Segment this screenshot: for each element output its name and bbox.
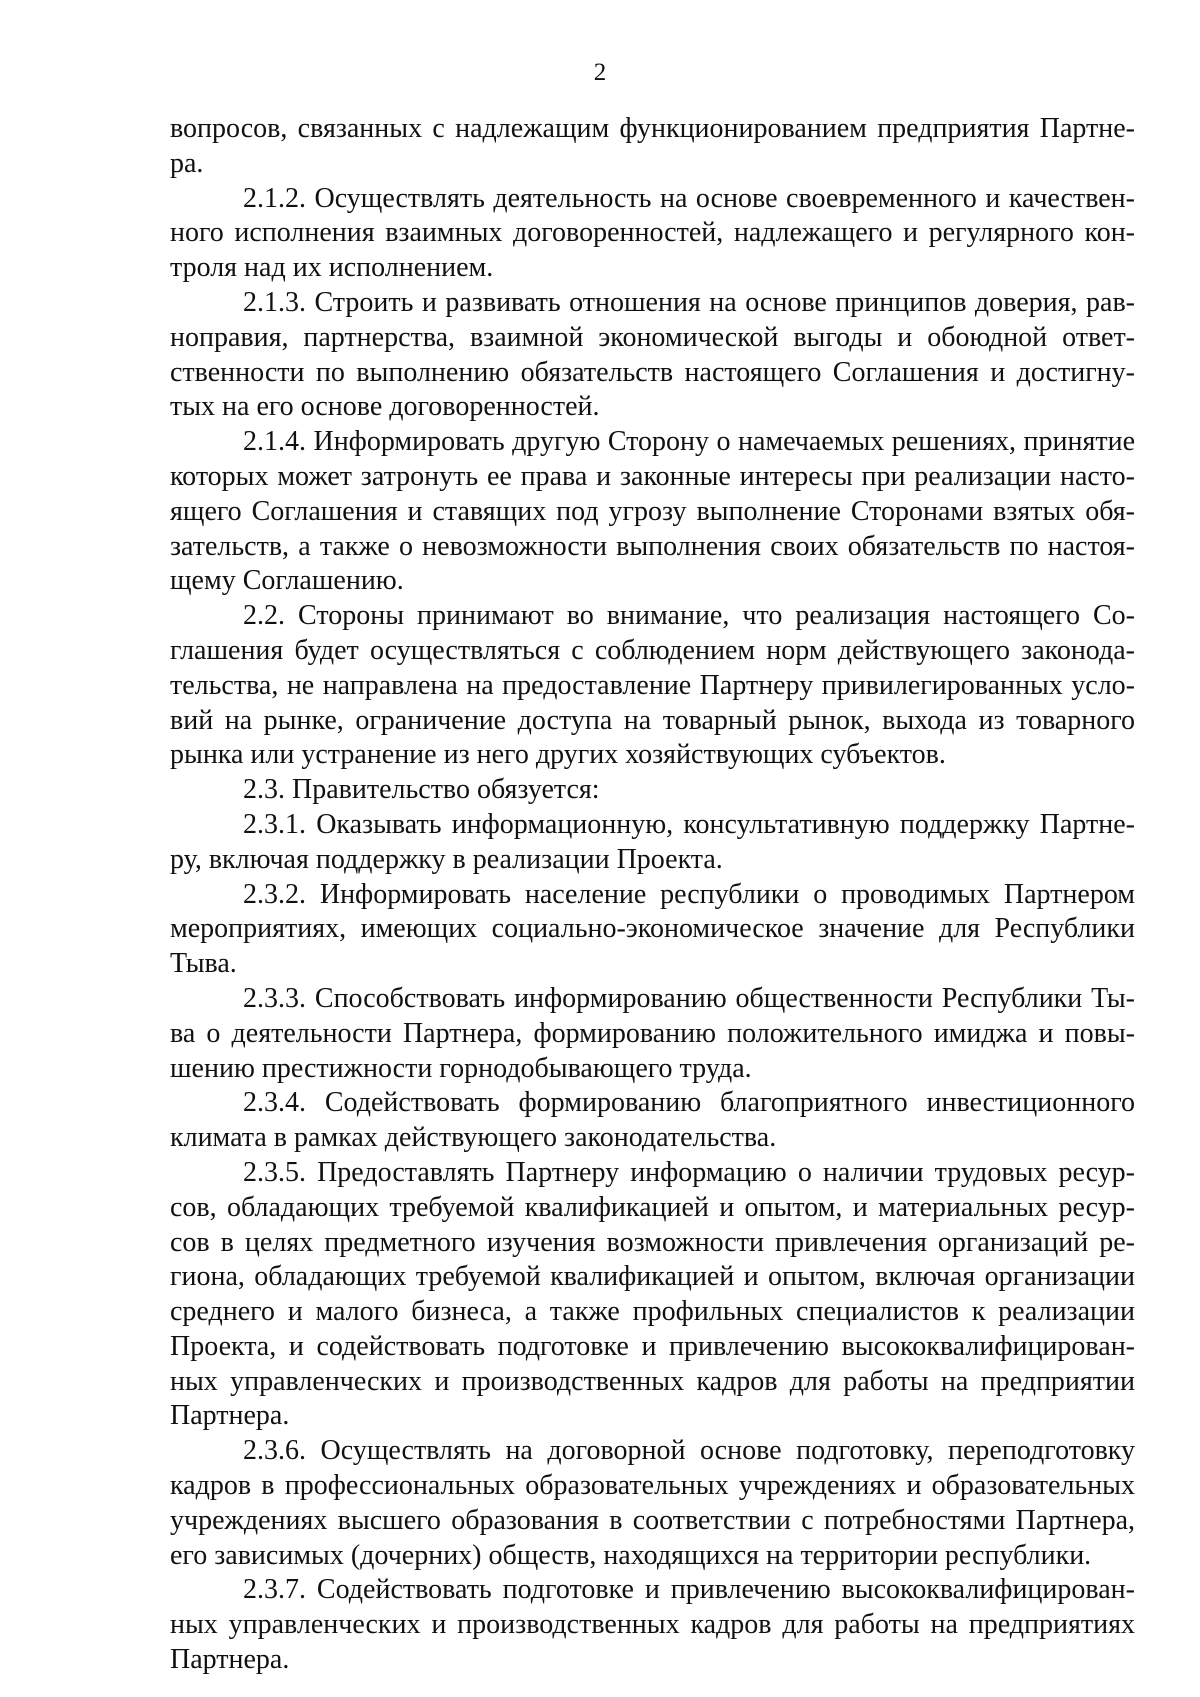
paragraph-line: климата в рамках действующего законодательства. (170, 1122, 777, 1154)
paragraph-line: тельства, не направлена на предоставление Партнеру привилегированных усло- (170, 669, 1135, 701)
paragraph-line: сов в целях предметного изучения возможности привлечения организаций ре- (170, 1226, 1135, 1258)
paragraph-p23 (170, 773, 1135, 808)
paragraph-p232 (170, 878, 1135, 982)
paragraph-line: рынка или устранение из него других хозяйствующих субъектов. (170, 739, 946, 771)
paragraph-line: 2.3.2. Информировать население республики о проводимых Партнером (243, 878, 1135, 910)
page-number: 2 (593, 59, 607, 86)
paragraph-line: троля над их исполнением. (170, 252, 494, 284)
paragraph-line: ра. (170, 147, 204, 179)
paragraph-p213 (170, 286, 1135, 425)
paragraph-p0 (170, 112, 1135, 182)
paragraph-p214 (170, 425, 1135, 599)
paragraph-p22 (170, 599, 1135, 773)
paragraph-p236 (170, 1434, 1135, 1573)
paragraph-line: учреждениях высшего образования в соответствии с потребностями Партнера, (170, 1504, 1135, 1536)
paragraph-line: 2.2. Стороны принимают во внимание, что реализация настоящего Со- (243, 600, 1135, 632)
paragraph-line: Тыва. (170, 948, 237, 980)
paragraph-line: сов, обладающих требуемой квалификацией и опытом, и материальных ресур- (170, 1191, 1135, 1223)
paragraph-line: 2.3.3. Способствовать информированию общественности Республики Ты- (243, 982, 1135, 1014)
paragraph-line: ноправия, партнерства, взаимной экономической выгоды и обоюдной ответ- (170, 321, 1135, 353)
paragraph-line: вопросов, связанных с надлежащим функционированием предприятия Партне- (170, 113, 1135, 144)
paragraph-p237 (170, 1573, 1135, 1677)
paragraph-line: ственности по выполнению обязательств настоящего Соглашения и достигну- (170, 356, 1135, 388)
paragraph-line: зательств, а также о невозможности выполнения своих обязательств по настоя- (170, 530, 1135, 562)
paragraph-line: 2.3.4. Содействовать формированию благоприятного инвестиционного (243, 1087, 1135, 1119)
paragraph-line: ных управленческих и производственных кадров для работы на предприятии (170, 1365, 1135, 1397)
paragraph-line: ных управленческих и производственных кадров для работы на предприятиях (170, 1609, 1135, 1641)
paragraph-line: его зависимых (дочерних) обществ, находящихся на территории республики. (170, 1539, 1092, 1571)
paragraph-line: 2.3.5. Предоставлять Партнеру информацию о наличии трудовых ресур- (243, 1156, 1135, 1188)
paragraph-line: Партнера. (170, 1644, 290, 1676)
paragraph-line: 2.1.4. Информировать другую Сторону о намечаемых решениях, принятие (243, 426, 1135, 458)
paragraph-line: вий на рынке, ограничение доступа на товарный рынок, выхода из товарного (170, 704, 1135, 736)
paragraph-line: 2.3.7. Содействовать подготовке и привлечению высококвалифицирован- (243, 1574, 1135, 1606)
paragraph-line: которых может затронуть ее права и законные интересы при реализации насто- (170, 460, 1135, 492)
document-body (170, 112, 1135, 1678)
paragraph-line: 2.1.2. Осуществлять деятельность на основе своевременного и качествен- (243, 182, 1135, 214)
paragraph-line: Партнера. (170, 1400, 290, 1432)
paragraph-p235 (170, 1156, 1135, 1434)
paragraph-line: мероприятиях, имеющих социально-экономическое значение для Республики (170, 913, 1135, 945)
paragraph-line: 2.3.1. Оказывать информационную, консультативную поддержку Партне- (243, 808, 1135, 840)
paragraph-p212 (170, 182, 1135, 286)
paragraph-line: ного исполнения взаимных договоренностей, надлежащего и регулярного кон- (170, 217, 1135, 249)
paragraph-line: среднего и малого бизнеса, а также профильных специалистов к реализации (170, 1296, 1135, 1328)
paragraph-line: ва о деятельности Партнера, формированию положительного имиджа и повы- (170, 1017, 1135, 1049)
paragraph-line: тых на его основе договоренностей. (170, 391, 600, 423)
paragraph-line: шению престижности горнодобывающего труда. (170, 1052, 752, 1084)
paragraph-line: 2.3.6. Осуществлять на договорной основе подготовку, переподготовку (243, 1435, 1135, 1467)
paragraph-line: гиона, обладающих требуемой квалификацией и опытом, включая организации (170, 1261, 1135, 1293)
paragraph-line: ящего Соглашения и ставящих под угрозу выполнение Сторонами взятых обя- (170, 495, 1135, 527)
paragraph-p233 (170, 982, 1135, 1086)
paragraph-line: 2.1.3. Строить и развивать отношения на основе принципов доверия, рав- (243, 286, 1135, 318)
paragraph-line: Проекта, и содействовать подготовке и привлечению высококвалифицирован- (170, 1330, 1135, 1362)
paragraph-line: 2.3. Правительство обязуется: (243, 774, 600, 806)
paragraph-p231 (170, 808, 1135, 878)
paragraph-line: ру, включая поддержку в реализации Проекта. (170, 843, 723, 875)
paragraph-line: щему Соглашению. (170, 565, 404, 597)
paragraph-line: кадров в профессиональных образовательных учреждениях и образовательных (170, 1470, 1135, 1502)
paragraph-line: глашения будет осуществляться с соблюдением норм действующего законода- (170, 634, 1135, 666)
paragraph-p234 (170, 1086, 1135, 1156)
